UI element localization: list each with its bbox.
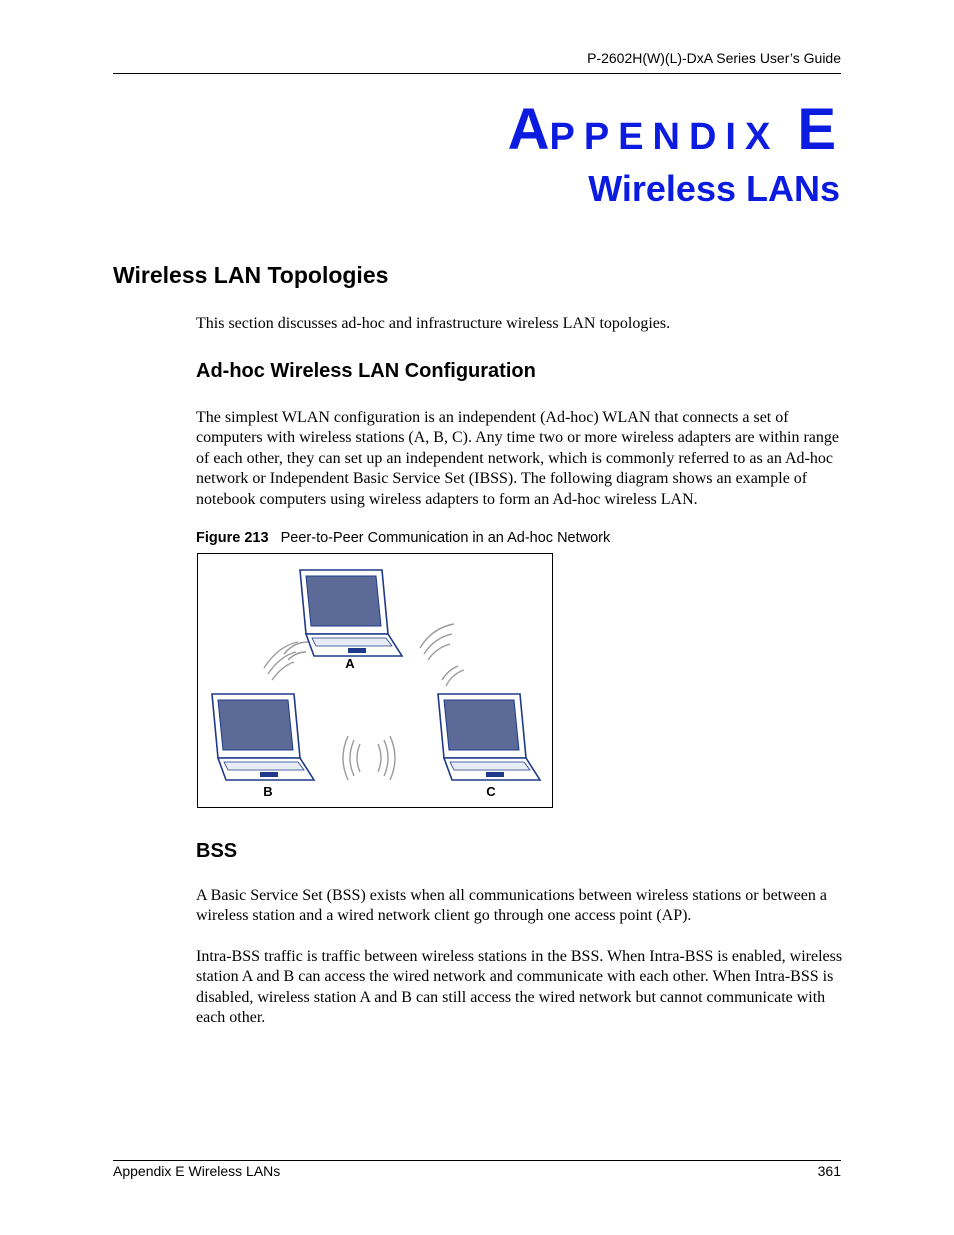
section-heading: Wireless LAN Topologies [113, 262, 389, 288]
adhoc-heading: Ad-hoc Wireless LAN Configuration [196, 360, 536, 382]
laptop-a-icon [300, 570, 402, 656]
figure-caption [196, 530, 610, 546]
diagram-canvas [198, 554, 552, 807]
chapter-title: Wireless LANs [588, 168, 840, 209]
figure-number: Figure 213 [196, 530, 269, 546]
bss-heading: BSS [196, 840, 238, 862]
bss-paragraph-2: Intra-BSS traffic is traffic between wireless stations in the BSS. When Intra-BSS is enabled, wireless station A and B can access the wired network and communicate with each other. When Intra-BSS is disabled, wireless station A and B can still access the wired network but cannot communicate with each other. [196, 948, 843, 1027]
section-intro: This section discusses ad-hoc and infrastructure wireless LAN topologies. [196, 315, 671, 332]
page-number: 361 [817, 1163, 841, 1179]
figure-caption-text: Peer-to-Peer Communication in an Ad-hoc Network [280, 530, 611, 546]
bss-paragraph-1: A Basic Service Set (BSS) exists when all communications between wireless stations or between a wireless station and a wired network client go through one access point (AP). [196, 887, 827, 925]
wireless-waves-a-b-icon [264, 642, 308, 680]
wireless-waves-a-c-icon [420, 624, 464, 686]
node-label-b: B [263, 784, 273, 799]
footer-rule [113, 1160, 841, 1161]
adhoc-network-diagram [197, 553, 553, 808]
appendix-letter: E [797, 97, 836, 162]
appendix-label-cap: A [507, 97, 550, 162]
laptop-b-icon [212, 694, 314, 780]
appendix-label [508, 96, 836, 163]
node-label-c: C [486, 784, 496, 799]
footer-chapter: Appendix E Wireless LANs [113, 1163, 281, 1179]
adhoc-body: The simplest WLAN configuration is an independent (Ad-hoc) WLAN that connects a set of computers with wireless stations (A, B, C). Any time two or more wireless adapters are within range of each other, they can set up an independent network, which is commonly referred to as an Ad-hoc network or Independent Basic Service Set (IBSS). The following diagram shows an example of notebook computers using wireless adapters to form an Ad-hoc wireless LAN. [196, 409, 839, 508]
running-header: P-2602H(W)(L)-DxA Series User’s Guide [587, 50, 841, 66]
appendix-label-rest: PPENDIX [549, 116, 780, 158]
wireless-waves-b-c-icon [343, 736, 395, 780]
header-rule [113, 73, 841, 74]
laptop-c-icon [438, 694, 540, 780]
node-label-a: A [345, 656, 355, 671]
